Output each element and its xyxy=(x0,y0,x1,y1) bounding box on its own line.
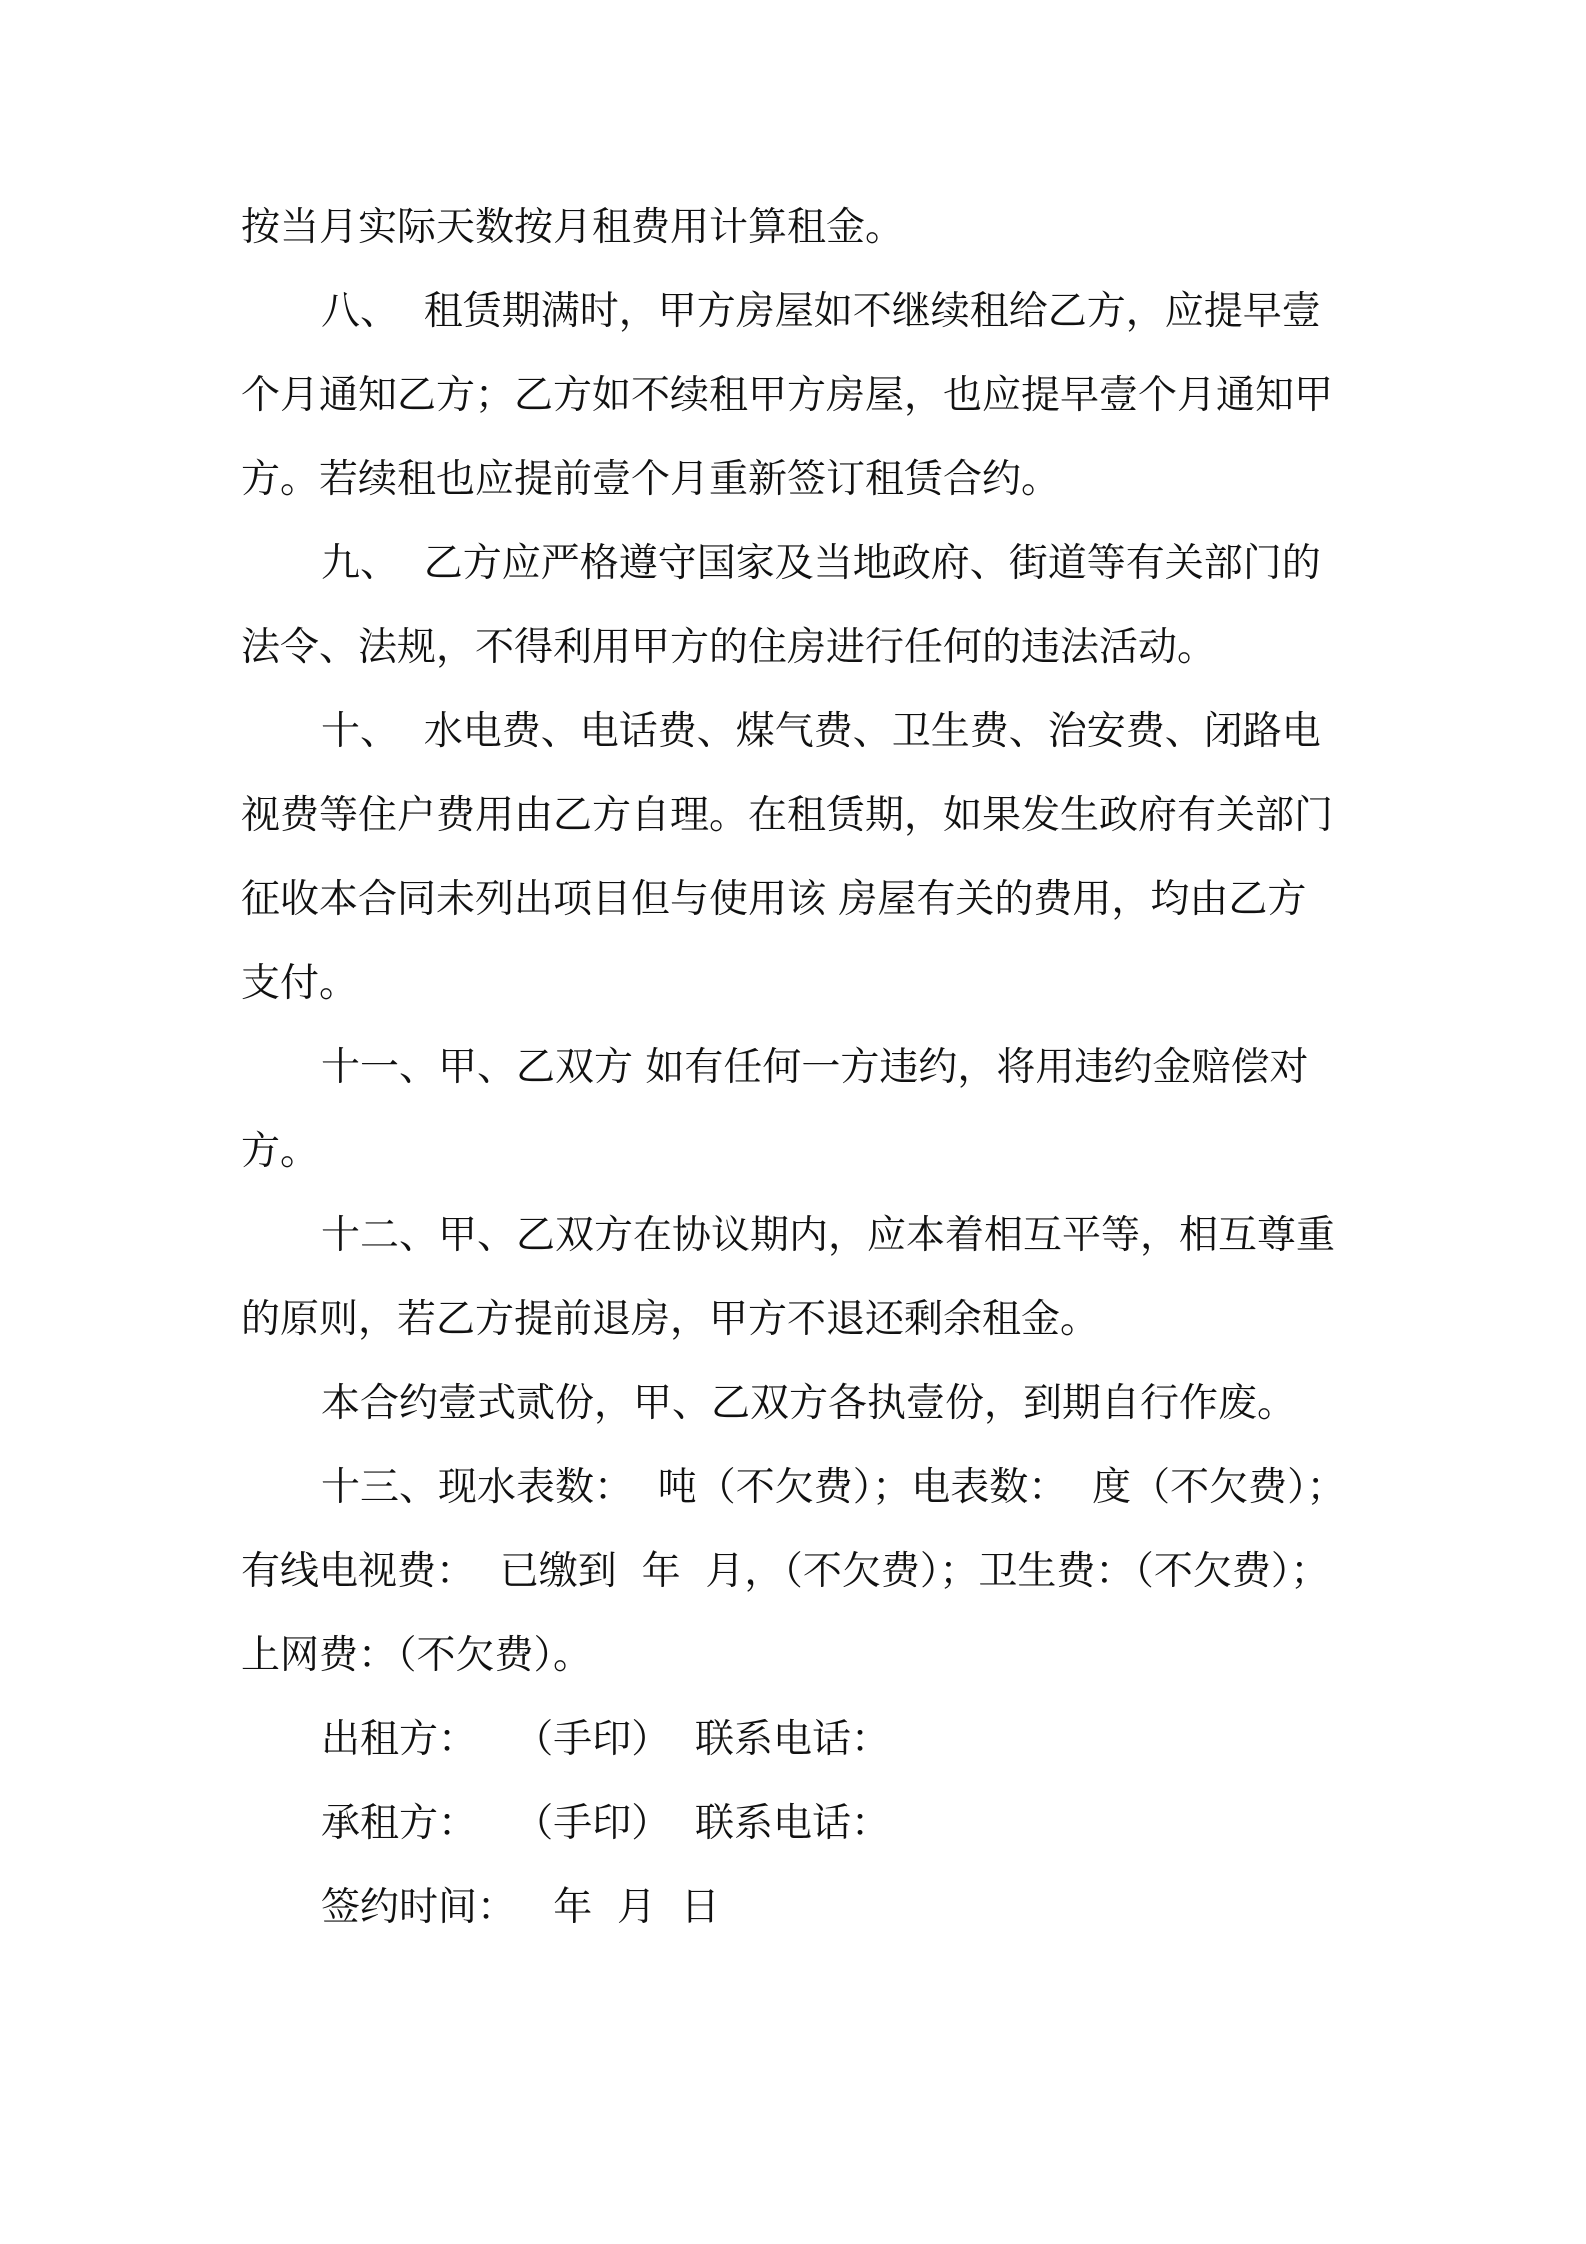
clause-10-line-1: 十、 水电费、电话费、煤气费、卫生费、治安费、闭路电 xyxy=(321,709,1321,754)
clause-11-line-1: 十一、甲、乙双方 如有任何一方违约，将用违约金赔偿对 xyxy=(321,1045,1309,1090)
clause-10-line-3: 征收本合同未列出项目但与使用该 房屋有关的费用，均由乙方 xyxy=(241,877,1307,922)
clause-8-line-3: 方。若续租也应提前壹个月重新签订租赁合约。 xyxy=(241,457,1061,502)
copies-statement: 本合约壹式贰份，甲、乙双方各执壹份，到期自行作废。 xyxy=(321,1381,1297,1426)
clause-8-line-1: 八、 租赁期满时，甲方房屋如不继续租给乙方，应提早壹 xyxy=(321,289,1321,334)
clause-12-line-2: 的原则，若乙方提前退房，甲方不退还剩余租金。 xyxy=(241,1297,1100,1342)
clause-12-line-1: 十二、甲、乙双方在协议期内，应本着相互平等，相互尊重 xyxy=(321,1213,1336,1258)
clause-13-line-2: 有线电视费： 已缴到 年 月，（不欠费）；卫生费：（不欠费）； xyxy=(241,1549,1330,1594)
signing-date-line: 签约时间： 年 月 日 xyxy=(321,1885,720,1930)
lessor-signature-line: 出租方： （手印） 联系电话： xyxy=(321,1717,890,1762)
text-line-rent-calculation: 按当月实际天数按月租费用计算租金。 xyxy=(241,205,905,250)
clause-10-line-4: 支付。 xyxy=(241,961,359,1006)
clause-13-line-3: 上网费：（不欠费）。 xyxy=(241,1633,593,1678)
clause-9-line-2: 法令、法规，不得利用甲方的住房进行任何的违法活动。 xyxy=(241,625,1217,670)
clause-13-line-1: 十三、现水表数： 吨（不欠费）；电表数： 度（不欠费）； xyxy=(321,1465,1346,1510)
clause-9-line-1: 九、 乙方应严格遵守国家及当地政府、街道等有关部门的 xyxy=(321,541,1321,586)
lessee-signature-line: 承租方： （手印） 联系电话： xyxy=(321,1801,890,1846)
clause-10-line-2: 视费等住户费用由乙方自理。在租赁期，如果发生政府有关部门 xyxy=(241,793,1334,838)
clause-8-line-2: 个月通知乙方；乙方如不续租甲方房屋，也应提早壹个月通知甲 xyxy=(241,373,1334,418)
clause-11-line-2: 方。 xyxy=(241,1129,320,1174)
